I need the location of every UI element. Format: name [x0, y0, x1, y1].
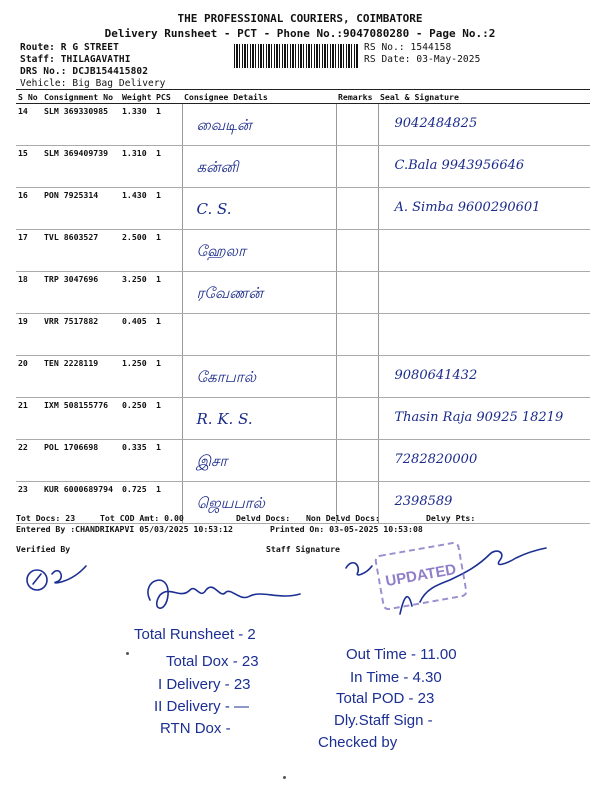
- cell-consignment: TEN 2228119: [42, 356, 120, 398]
- cell-weight: 2.500: [120, 230, 154, 272]
- cell-consignment: SLM 369330985: [42, 104, 120, 146]
- handwritten-seal: 2398589: [394, 494, 453, 509]
- barcode: [234, 44, 358, 68]
- total-pod: Total POD - 23: [336, 690, 435, 707]
- cell-weight: 0.335: [120, 440, 154, 482]
- cell-sno: 14: [16, 104, 42, 146]
- col-sno: S No: [16, 90, 42, 104]
- drs-label: DRS No.: DCJB154415802: [20, 66, 149, 77]
- cell-weight: 1.310: [120, 146, 154, 188]
- cell-sno: 18: [16, 272, 42, 314]
- cell-seal: [378, 188, 590, 230]
- vehicle-label: Vehicle: Big Bag Delivery: [20, 78, 166, 89]
- cell-consignee: [182, 146, 336, 188]
- dly-staff-sign: Dly.Staff Sign -: [334, 712, 433, 729]
- total-cod: Tot COD Amt: 0.00: [100, 513, 184, 523]
- handwritten-consignee: C. S.: [196, 200, 232, 218]
- handwritten-consignee: ஜெயபால்: [196, 494, 265, 512]
- non-delivered-docs: Non Delvd Docs:: [306, 513, 380, 523]
- cell-consignment: PON 7925314: [42, 188, 120, 230]
- cell-pcs: 1: [154, 146, 182, 188]
- printed-on: Printed On: 03-05-2025 10:53:08: [270, 524, 423, 534]
- cell-remarks: [336, 314, 378, 356]
- cell-weight: 1.250: [120, 356, 154, 398]
- cell-sno: 15: [16, 146, 42, 188]
- verified-by-label: Verified By: [16, 544, 71, 554]
- ink-dot: [126, 652, 129, 655]
- cell-pcs: 1: [154, 356, 182, 398]
- total-dox: Total Dox - 23: [166, 653, 259, 670]
- cell-pcs: 1: [154, 230, 182, 272]
- cell-weight: 0.405: [120, 314, 154, 356]
- cell-consignment: KUR 6000689794: [42, 482, 120, 524]
- cell-consignment: IXM 508155776: [42, 398, 120, 440]
- cell-consignment: SLM 369409739: [42, 146, 120, 188]
- cell-weight: 0.250: [120, 398, 154, 440]
- cell-sno: 17: [16, 230, 42, 272]
- cell-remarks: [336, 440, 378, 482]
- cell-seal: [378, 272, 590, 314]
- updated-stamp: UPDATED: [374, 541, 468, 611]
- cell-remarks: [336, 356, 378, 398]
- handwritten-seal: 9080641432: [394, 368, 478, 383]
- col-weight: Weight: [120, 90, 154, 104]
- cell-seal: [378, 482, 590, 524]
- cell-sno: 21: [16, 398, 42, 440]
- cell-remarks: [336, 230, 378, 272]
- cell-seal: [378, 356, 590, 398]
- cell-consignment: TVL 8603527: [42, 230, 120, 272]
- staff-label: Staff: THILAGAVATHI: [20, 54, 131, 65]
- staff-signature-label: Staff Signature: [266, 544, 340, 554]
- cell-sno: 22: [16, 440, 42, 482]
- cell-seal: [378, 230, 590, 272]
- cell-sno: 19: [16, 314, 42, 356]
- cell-consignee: [182, 104, 336, 146]
- cell-consignment: TRP 3047696: [42, 272, 120, 314]
- staff-scribble: [148, 580, 300, 608]
- table-row: [16, 314, 590, 356]
- col-seal: Seal & Signature: [378, 90, 590, 104]
- cell-consignee: [182, 188, 336, 230]
- cell-sno: 20: [16, 356, 42, 398]
- table-header-row: [16, 90, 590, 104]
- cell-remarks: [336, 104, 378, 146]
- staff-sign-tamil: [346, 563, 372, 575]
- col-remarks: Remarks: [336, 90, 378, 104]
- total-docs: Tot Docs: 23: [16, 513, 76, 523]
- cell-consignment: POL 1706698: [42, 440, 120, 482]
- handwritten-consignee: கன்னி: [196, 158, 239, 176]
- handwritten-seal: 9042484825: [394, 116, 478, 131]
- cell-sno: 23: [16, 482, 42, 524]
- handwritten-consignee: கோபால்: [196, 368, 257, 386]
- cell-pcs: 1: [154, 482, 182, 524]
- cell-pcs: 1: [154, 440, 182, 482]
- cell-consignee: [182, 398, 336, 440]
- cell-consignment: VRR 7517882: [42, 314, 120, 356]
- delivery-points: Delvy Pts:: [426, 513, 476, 523]
- total-runsheet: Total Runsheet - 2: [134, 626, 256, 643]
- rs-date: RS Date: 03-May-2025: [364, 54, 481, 65]
- handwritten-consignee: ஹேலா: [196, 242, 246, 260]
- handwritten-consignee: இசா: [196, 452, 228, 470]
- handwritten-seal: A. Simba 9600290601: [394, 200, 541, 215]
- cell-pcs: 1: [154, 398, 182, 440]
- entered-by: Entered By :CHANDRIKAPVI 05/03/2025 10:53:12: [16, 524, 233, 534]
- cell-seal: [378, 398, 590, 440]
- cell-consignee: [182, 272, 336, 314]
- cell-consignee: [182, 314, 336, 356]
- rs-number: RS No.: 1544158: [364, 42, 452, 53]
- col-consignment: Consignment No: [42, 90, 120, 104]
- handwritten-consignee: R. K. S.: [196, 410, 253, 428]
- in-time: In Time - 4.30: [350, 669, 442, 686]
- table-row: [16, 146, 590, 188]
- ii-delivery: II Delivery - —: [154, 698, 250, 715]
- out-time: Out Time - 11.00: [346, 646, 457, 663]
- cell-weight: 1.430: [120, 188, 154, 230]
- cell-weight: 3.250: [120, 272, 154, 314]
- col-pcs: PCS: [154, 90, 182, 104]
- cell-weight: 0.725: [120, 482, 154, 524]
- table-row: [16, 188, 590, 230]
- delivered-docs: Delvd Docs:: [236, 513, 291, 523]
- table-row: [16, 272, 590, 314]
- signature-scribbles: [0, 540, 600, 620]
- ink-dot: [283, 776, 286, 779]
- cell-remarks: [336, 398, 378, 440]
- cell-consignee: [182, 230, 336, 272]
- i-delivery: I Delivery - 23: [158, 676, 251, 693]
- cell-seal: [378, 440, 590, 482]
- col-consignee: Consignee Details: [182, 90, 336, 104]
- cell-pcs: 1: [154, 188, 182, 230]
- handwritten-consignee: ரவேணன்: [196, 284, 263, 302]
- cell-weight: 1.330: [120, 104, 154, 146]
- cell-seal: [378, 314, 590, 356]
- runsheet-table: [16, 89, 590, 524]
- runsheet-subtitle: Delivery Runsheet - PCT - Phone No.:9047080280 - Page No.:2: [104, 27, 496, 40]
- handwritten-seal: C.Bala 9943956646: [394, 158, 525, 173]
- cell-seal: [378, 146, 590, 188]
- cell-pcs: 1: [154, 272, 182, 314]
- cell-pcs: 1: [154, 314, 182, 356]
- cell-sno: 16: [16, 188, 42, 230]
- cell-remarks: [336, 272, 378, 314]
- handwritten-seal: 7282820000: [394, 452, 478, 467]
- table-row: [16, 230, 590, 272]
- handwritten-consignee: வைடின்: [196, 116, 252, 134]
- cell-remarks: [336, 146, 378, 188]
- table-row: [16, 398, 590, 440]
- verified-scribble: [52, 566, 86, 583]
- table-row: [16, 356, 590, 398]
- cell-consignee: [182, 440, 336, 482]
- table-row: [16, 440, 590, 482]
- rtn-dox: RTN Dox -: [160, 720, 231, 737]
- cell-remarks: [336, 188, 378, 230]
- company-title: THE PROFESSIONAL COURIERS, COIMBATORE: [177, 12, 423, 25]
- cell-consignee: [182, 356, 336, 398]
- table-row: [16, 104, 590, 146]
- handwritten-seal: Thasin Raja 90925 18219: [394, 410, 564, 425]
- cell-seal: [378, 104, 590, 146]
- route-label: Route: R G STREET: [20, 42, 119, 53]
- cell-pcs: 1: [154, 104, 182, 146]
- checked-by: Checked by: [318, 734, 398, 751]
